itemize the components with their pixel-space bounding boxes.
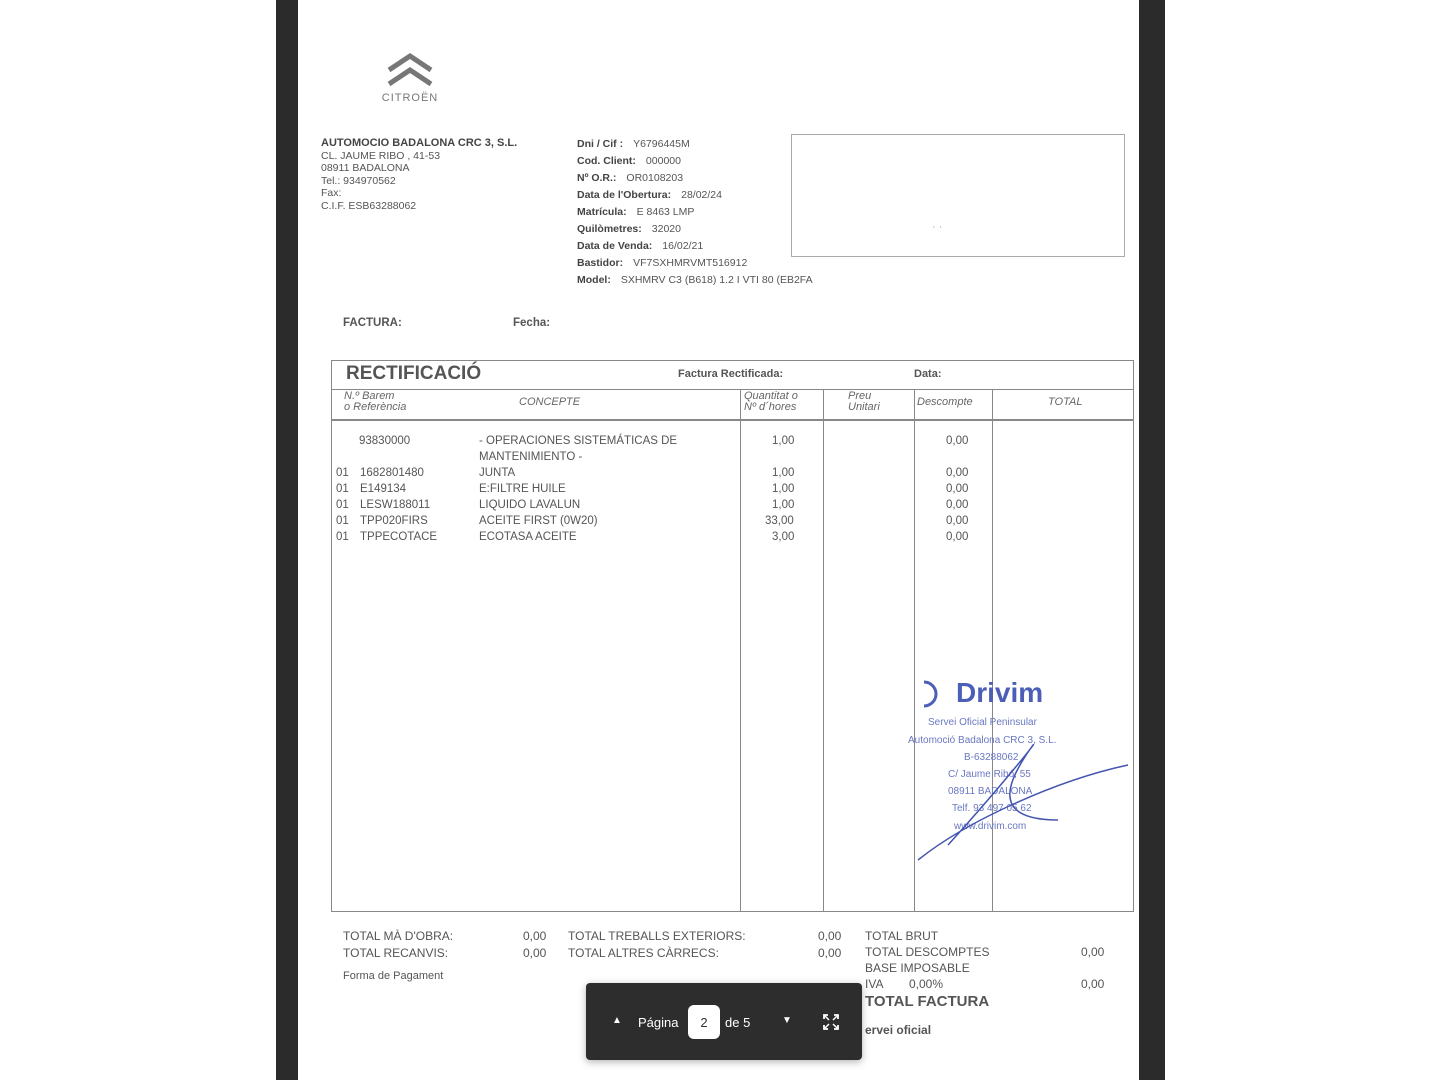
base-imposable-label: BASE IMPOSABLE (865, 961, 970, 975)
column-header-ref-line2: o Referència (344, 401, 407, 413)
total-recanvis-value: 0,00 (523, 946, 547, 960)
total-treballs-label: TOTAL TREBALLS EXTERIORS: (568, 929, 746, 943)
servei-oficial-text: ervei oficial (865, 1023, 932, 1037)
meta-label: Model: (577, 274, 611, 286)
table-title: RECTIFICACIÓ (346, 363, 482, 384)
invoice-page (298, 0, 1139, 1080)
meta-row (577, 223, 813, 240)
row-qty: 1,00 (772, 483, 795, 495)
column-header-preu-line2: Unitari (848, 401, 880, 413)
meta-row (577, 155, 813, 172)
total-recanvis (343, 945, 547, 962)
meta-value: 32020 (651, 223, 681, 235)
column-header-qty (744, 391, 798, 413)
row-discount: 0,00 (946, 467, 969, 479)
company-city: 08911 BADALONA (321, 162, 410, 174)
meta-label: Data de Venda: (577, 240, 653, 252)
total-brut-label: TOTAL BRUT (865, 929, 939, 943)
row-concept: JUNTA (479, 467, 516, 479)
logo-text: CITROËN (381, 92, 439, 104)
meta-label: Quilòmetres: (577, 223, 642, 235)
row-qty: 1,00 (772, 499, 795, 511)
meta-row (577, 172, 813, 189)
drivim-logo-icon (924, 682, 936, 706)
data-label: Data: (914, 368, 942, 380)
meta-value: 16/02/21 (662, 240, 704, 252)
total-descomptes-label: TOTAL DESCOMPTES (865, 945, 990, 959)
meta-value: 28/02/24 (681, 189, 722, 201)
meta-value: Y6796445M (633, 138, 690, 150)
company-address: CL. JAUME RIBO , 41-53 (321, 149, 441, 162)
total-descomptes-value: 0,00 (1081, 945, 1105, 959)
totals-left (343, 928, 547, 985)
row-discount: 0,00 (946, 515, 969, 527)
forma-pagament: Forma de Pagament (343, 970, 444, 982)
column-header-preu (848, 391, 880, 413)
viewer-right-border (1139, 0, 1165, 1080)
column-header-descompte: Descompte (917, 396, 973, 408)
factura-rectificada-label: Factura Rectificada: (678, 368, 784, 380)
total-descomptes (865, 944, 1105, 960)
meta-value: VF7SXHMRVMT516912 (633, 257, 748, 269)
table-divider (332, 419, 1133, 421)
factura-label: FACTURA: (343, 317, 402, 329)
total-treballs-value: 0,00 (818, 929, 842, 943)
company-cif: C.I.F. ESB63288062 (321, 199, 417, 212)
row-qty: 1,00 (772, 467, 795, 479)
total-carrecs-value: 0,00 (818, 946, 842, 960)
row-discount: 0,00 (946, 499, 969, 511)
stamp-line: Telf. 93 497 05 62 (952, 803, 1032, 814)
total-recanvis-label: TOTAL RECANVIS: (343, 946, 449, 960)
column-header-qty-line2: Nº d´hores (744, 401, 797, 413)
column-header-qty-line1: Quantitat o (744, 390, 798, 402)
meta-label: Cod. Client: (577, 155, 636, 167)
row-concept: LIQUIDO LAVALUN (479, 499, 581, 511)
fecha-label: Fecha: (513, 317, 551, 329)
stamp-line: www.drivim.com (954, 821, 1027, 832)
row-prefix: 01 (336, 499, 349, 511)
stamp-line: 08911 BADALONA (948, 786, 1033, 797)
row-ref: E149134 (360, 483, 407, 495)
iva-label: IVA (865, 977, 884, 991)
row-ref: TPP020FIRS (360, 515, 428, 527)
stamp-line: B-63288062 (964, 752, 1019, 763)
row-prefix: 01 (336, 531, 349, 543)
citroen-logo (370, 52, 450, 112)
total-carrecs-label: TOTAL ALTRES CÀRRECS: (568, 946, 719, 960)
iva-value: 0,00 (1081, 977, 1105, 991)
meta-row (577, 138, 813, 155)
totals-middle (568, 928, 842, 962)
meta-label: Data de l'Obertura: (577, 189, 672, 201)
meta-value: E 8463 LMP (636, 206, 695, 218)
row-qty: 33,00 (765, 515, 794, 527)
meta-row (577, 240, 813, 257)
fullscreen-icon[interactable] (823, 1014, 839, 1030)
meta-label: Bastidor: (577, 257, 624, 269)
stamp-line: Servei Oficial Peninsular (928, 717, 1037, 728)
stamp-line: C/ Jaume Ribó, 55 (948, 769, 1031, 780)
totals-right (865, 928, 1105, 1038)
row-ref: 93830000 (359, 435, 411, 447)
total-carrecs (568, 945, 842, 962)
column-header-preu-line1: Preu (848, 390, 872, 402)
meta-row (577, 206, 813, 223)
row-concept: - OPERACIONES SISTEMÁTICAS DE (479, 435, 678, 447)
meta-value: SXHMRV C3 (B618) 1.2 I VTI 80 (EB2FA (620, 274, 813, 286)
row-qty: 3,00 (772, 531, 795, 543)
total-ma-obra (343, 928, 547, 945)
row-concept: ECOTASA ACEITE (479, 531, 577, 543)
column-divider (740, 389, 741, 912)
stamp-line: Automoció Badalona CRC 3, S.L. (908, 735, 1057, 746)
meta-row (577, 274, 813, 291)
company-name: AUTOMOCIO BADALONA CRC 3, S.L. (321, 137, 518, 149)
page-label: Página (638, 1015, 679, 1030)
column-header-total: TOTAL (1048, 396, 1083, 408)
total-treballs (568, 928, 842, 945)
column-header-ref (344, 391, 406, 413)
iva-percentage: 0,00% (909, 977, 944, 991)
row-concept: ACEITE FIRST (0W20) (479, 515, 598, 527)
company-stamp (908, 670, 1138, 870)
meta-value: 000000 (645, 155, 681, 167)
table-divider (332, 389, 1133, 390)
previous-page-button[interactable]: ▲ (612, 1015, 622, 1026)
meta-label: Nº O.R.: (577, 172, 617, 184)
next-page-button[interactable]: ▼ (782, 1015, 792, 1026)
row-ref: TPPECOTACE (360, 531, 438, 543)
row-ref: LESW188011 (360, 499, 431, 511)
column-header-concepte: CONCEPTE (519, 396, 581, 408)
total-ma-obra-label: TOTAL MÀ D'OBRA: (343, 929, 454, 943)
row-concept: E:FILTRE HUILE (479, 483, 566, 495)
company-tel: Tel.: 934970562 (321, 174, 396, 187)
page-number-input[interactable] (688, 1005, 720, 1039)
meta-label: Matrícula: (577, 206, 627, 218)
row-prefix: 01 (336, 483, 349, 495)
column-header-ref-line1: N.º Barem (344, 390, 395, 402)
column-divider (823, 389, 824, 912)
meta-label: Dni / Cif : (577, 138, 624, 150)
meta-value: OR0108203 (626, 172, 684, 184)
row-ref: 1682801480 (360, 467, 424, 479)
row-concept-cont: MANTENIMIENTO - (479, 451, 583, 463)
meta-row (577, 257, 813, 274)
company-block (321, 137, 517, 212)
client-box-mark: · · (932, 221, 943, 233)
row-prefix: 01 (336, 515, 349, 527)
client-address-box (791, 134, 1125, 257)
viewer-left-border (276, 0, 298, 1080)
row-prefix: 01 (336, 467, 349, 479)
total-factura-label: TOTAL FACTURA (865, 993, 990, 1010)
iva-row (865, 976, 1105, 992)
invoice-meta (577, 138, 813, 291)
citroen-chevrons-icon (385, 52, 435, 92)
total-ma-obra-value: 0,00 (523, 929, 547, 943)
row-qty: 1,00 (772, 435, 795, 447)
row-discount: 0,00 (946, 435, 969, 447)
company-fax: Fax: (321, 187, 342, 199)
row-discount: 0,00 (946, 483, 969, 495)
stamp-brand: Drivim (956, 677, 1044, 708)
row-discount: 0,00 (946, 531, 969, 543)
page-navigator (586, 983, 862, 1060)
page-total: de 5 (725, 1015, 751, 1030)
factura-row (343, 317, 551, 329)
meta-row (577, 189, 813, 206)
